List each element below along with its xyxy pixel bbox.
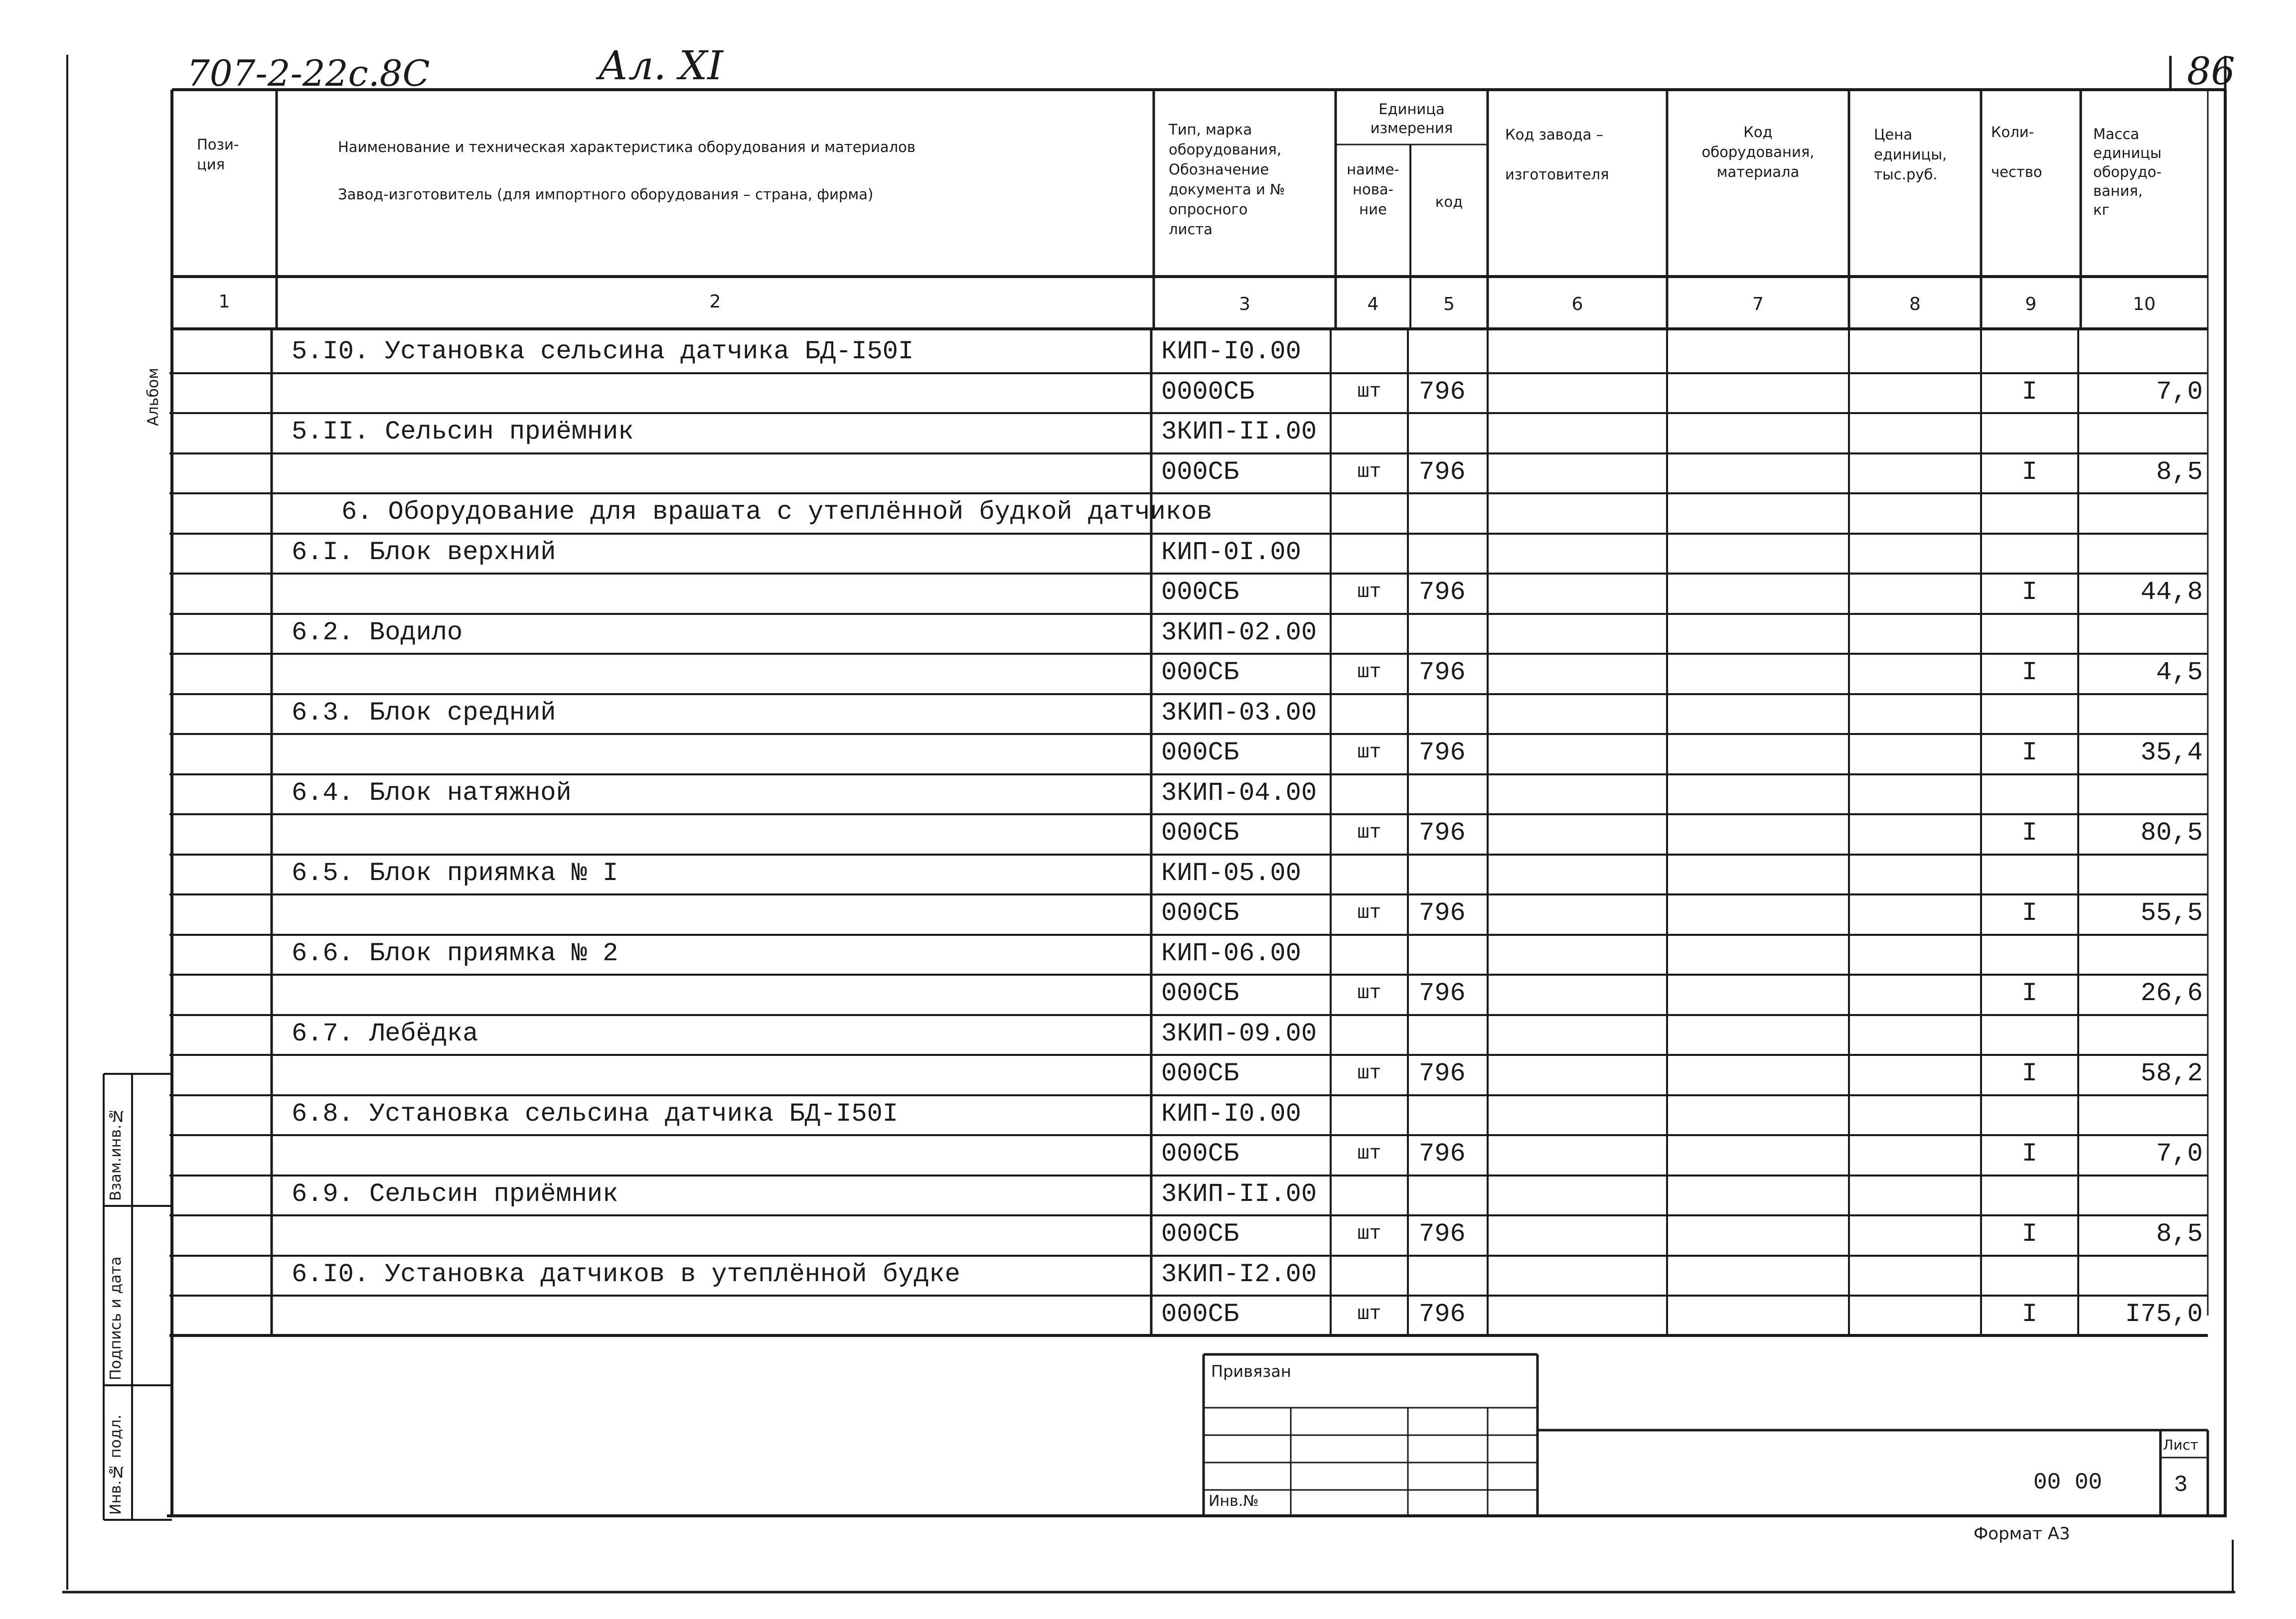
item-mass-cell: 8,5 xyxy=(2156,457,2203,487)
item-unit-cell: шт xyxy=(1357,822,1381,844)
item-type-cell: 0000СБ xyxy=(1161,377,1255,407)
table-row-line xyxy=(169,893,2208,895)
item-quantity-cell: I xyxy=(2021,1059,2038,1088)
table-row-line xyxy=(169,372,2208,374)
table-row-line xyxy=(169,533,2208,535)
item-mass-cell: 7,0 xyxy=(2156,377,2203,407)
table-row-line xyxy=(169,1134,2208,1136)
item-type-cell: 3КИП-02.00 xyxy=(1161,618,1317,647)
table-row-line xyxy=(169,813,2208,815)
item-type-cell: 000СБ xyxy=(1161,1139,1239,1169)
table-row-line xyxy=(169,773,2208,775)
item-type-cell: 000СБ xyxy=(1161,1300,1239,1329)
privyazan-label: Привязан xyxy=(1211,1362,1291,1381)
item-unit-cell: шт xyxy=(1357,902,1381,924)
column-number-8: 8 xyxy=(1909,294,1921,314)
table-row-line xyxy=(169,492,2208,494)
item-type-cell: 3КИП-I2.00 xyxy=(1161,1260,1317,1289)
header-unit-group: Единица измерения xyxy=(1370,101,1453,137)
item-quantity-cell: I xyxy=(2021,738,2038,767)
item-type-cell: 000СБ xyxy=(1161,1059,1239,1088)
item-code-cell: 796 xyxy=(1419,1059,1466,1088)
item-code-cell: 796 xyxy=(1419,1219,1466,1249)
item-type-cell: 000СБ xyxy=(1161,898,1239,928)
item-quantity-cell: I xyxy=(2021,377,2038,407)
item-mass-cell: 4,5 xyxy=(2156,658,2203,687)
column-number-10: 10 xyxy=(2133,294,2156,314)
item-unit-cell: шт xyxy=(1357,1143,1381,1165)
header-position: Пози- ция xyxy=(197,136,239,173)
item-code-cell: 796 xyxy=(1419,658,1466,687)
table-row-line xyxy=(169,974,2208,976)
item-type-cell: 000СБ xyxy=(1161,1219,1239,1249)
header-quantity: Коли- чество xyxy=(1991,124,2042,180)
item-type-cell: КИП-I0.00 xyxy=(1161,1099,1301,1129)
column-number-1: 1 xyxy=(218,292,230,312)
item-type-cell: 000СБ xyxy=(1161,658,1239,687)
table-row-line xyxy=(169,1175,2208,1177)
item-mass-cell: 26,6 xyxy=(2141,979,2203,1008)
item-name-cell: 6.9. Сельсин приёмник xyxy=(292,1179,618,1209)
item-type-cell: 3КИП-03.00 xyxy=(1161,698,1317,728)
item-unit-cell: шт xyxy=(1357,1303,1381,1325)
document-code: 707-2-22с.8С xyxy=(187,52,430,94)
item-type-cell: КИП-06.00 xyxy=(1161,939,1301,968)
sheet-label: Лист xyxy=(2163,1437,2198,1453)
column-number-9: 9 xyxy=(2025,294,2037,314)
sheet-number: 3 xyxy=(2174,1472,2188,1498)
table-row-line xyxy=(169,1014,2208,1016)
item-type-cell: 000СБ xyxy=(1161,578,1239,607)
header-mass: Масса единицы оборудо- вания, кг xyxy=(2093,126,2162,218)
item-mass-cell: 35,4 xyxy=(2141,738,2203,767)
item-code-cell: 796 xyxy=(1419,818,1466,848)
column-number-4: 4 xyxy=(1367,294,1379,314)
item-code-cell: 796 xyxy=(1419,457,1466,487)
item-mass-cell: 7,0 xyxy=(2156,1139,2203,1169)
item-unit-cell: шт xyxy=(1357,982,1381,1005)
item-quantity-cell: I xyxy=(2021,1300,2038,1329)
inv-podl-label: Инв.№ подл. xyxy=(107,1414,125,1515)
item-name-cell: 5.I0. Установка сельсина датчика БД-I50I xyxy=(292,337,914,366)
header-price: Цена единицы, тыс.руб. xyxy=(1874,126,1947,183)
item-code-cell: 796 xyxy=(1419,1300,1466,1329)
item-type-cell: 3КИП-II.00 xyxy=(1161,1179,1317,1209)
item-name-cell: 6.5. Блок приямка № I xyxy=(292,859,618,888)
signature-date-label: Подпись и дата xyxy=(107,1256,125,1380)
item-quantity-cell: I xyxy=(2021,457,2038,487)
item-type-cell: 000СБ xyxy=(1161,738,1239,767)
item-quantity-cell: I xyxy=(2021,578,2038,607)
album-label: Ал. XI xyxy=(598,42,723,89)
table-row-line xyxy=(169,1255,2208,1257)
column-number-5: 5 xyxy=(1443,294,1455,314)
item-unit-cell: шт xyxy=(1357,661,1381,684)
column-number-7: 7 xyxy=(1752,294,1764,314)
table-row-line xyxy=(169,653,2208,655)
column-number-2: 2 xyxy=(709,292,721,312)
column-number-3: 3 xyxy=(1239,294,1250,314)
item-type-cell: 3КИП-II.00 xyxy=(1161,417,1317,446)
item-type-cell: КИП-05.00 xyxy=(1161,859,1301,888)
item-type-cell: 000СБ xyxy=(1161,457,1239,487)
vzam-inv-label: Взам.инв.№ xyxy=(107,1107,125,1201)
item-type-cell: 000СБ xyxy=(1161,979,1239,1008)
page-number: 86 xyxy=(2187,49,2235,93)
item-name-cell: 5.II. Сельсин приёмник xyxy=(292,417,634,446)
item-unit-cell: шт xyxy=(1357,741,1381,764)
table-row-line xyxy=(169,1295,2208,1297)
item-code-cell: 796 xyxy=(1419,1139,1466,1169)
item-type-cell: 3КИП-09.00 xyxy=(1161,1019,1317,1048)
table-row-line xyxy=(169,693,2208,695)
table-row-line xyxy=(169,452,2208,454)
item-name-cell: 6.2. Водило xyxy=(292,618,463,647)
item-quantity-cell: I xyxy=(2021,1219,2038,1249)
item-type-cell: 000СБ xyxy=(1161,818,1239,848)
header-name: Наименование и техническая характеристика оборудования и материалов xyxy=(338,139,916,155)
table-row-line xyxy=(169,1094,2208,1096)
item-quantity-cell: I xyxy=(2021,979,2038,1008)
table-row-line xyxy=(169,733,2208,735)
item-name-cell: 6.I0. Установка датчиков в утеплённой будке xyxy=(292,1260,960,1289)
item-mass-cell: I75,0 xyxy=(2125,1300,2203,1329)
header-unit-name: наиме- нова- ние xyxy=(1347,161,1399,218)
item-mass-cell: 80,5 xyxy=(2141,818,2203,848)
item-mass-cell: 55,5 xyxy=(2141,898,2203,928)
table-row-line xyxy=(169,412,2208,414)
item-code-cell: 796 xyxy=(1419,898,1466,928)
item-unit-cell: шт xyxy=(1357,381,1381,403)
document-designation: 00 00 xyxy=(2033,1470,2103,1495)
album-margin-label: Альбом xyxy=(145,368,162,426)
header-type: Тип, марка оборудования, Обозначение документа и № опросного листа xyxy=(1169,121,1285,238)
header-equipment-code: Код оборудования, материала xyxy=(1701,124,1815,180)
table-row-line xyxy=(169,934,2208,936)
item-code-cell: 796 xyxy=(1419,578,1466,607)
item-name-cell: 6.3. Блок средний xyxy=(292,698,556,728)
item-quantity-cell: I xyxy=(2021,658,2038,687)
item-quantity-cell: I xyxy=(2021,1139,2038,1169)
table-row-line xyxy=(169,854,2208,856)
item-name-cell: 6.4. Блок натяжной xyxy=(292,778,572,808)
item-code-cell: 796 xyxy=(1419,979,1466,1008)
item-unit-cell: шт xyxy=(1357,581,1381,603)
item-type-cell: КИП-0I.00 xyxy=(1161,538,1301,567)
item-name-cell: 6.8. Установка сельсина датчика БД-I50I xyxy=(292,1099,898,1129)
table-row-line xyxy=(169,1214,2208,1216)
table-row-line xyxy=(169,1054,2208,1056)
item-name-cell: 6.7. Лебёдка xyxy=(292,1019,478,1048)
header-factory-code: Код завода – изготовителя xyxy=(1505,126,1609,183)
item-type-cell: 3КИП-04.00 xyxy=(1161,778,1317,808)
item-type-cell: КИП-I0.00 xyxy=(1161,337,1301,366)
item-code-cell: 796 xyxy=(1419,377,1466,407)
table-row-line xyxy=(169,613,2208,615)
item-unit-cell: шт xyxy=(1357,1223,1381,1245)
item-name-cell: 6.I. Блок верхний xyxy=(292,538,556,567)
format-label: Формат А3 xyxy=(1974,1524,2070,1544)
table-row-line xyxy=(169,573,2208,575)
item-unit-cell: шт xyxy=(1357,461,1381,483)
inv-number-label: Инв.№ xyxy=(1209,1492,1259,1510)
item-code-cell: 796 xyxy=(1419,738,1466,767)
item-name-cell: 6.6. Блок приямка № 2 xyxy=(292,939,618,968)
item-name-cell: 6. Оборудование для врашата с утеплённой будкой датчиков xyxy=(341,497,1213,527)
item-mass-cell: 8,5 xyxy=(2156,1219,2203,1249)
item-quantity-cell: I xyxy=(2021,818,2038,848)
item-mass-cell: 44,8 xyxy=(2141,578,2203,607)
item-unit-cell: шт xyxy=(1357,1062,1381,1085)
table-row-line xyxy=(169,1335,2208,1337)
item-quantity-cell: I xyxy=(2021,898,2038,928)
item-mass-cell: 58,2 xyxy=(2141,1059,2203,1088)
header-manufacturer: Завод-изготовитель (для импортного оборудования – страна, фирма) xyxy=(338,186,874,203)
header-unit-code: код xyxy=(1435,193,1463,210)
column-number-6: 6 xyxy=(1571,294,1583,314)
